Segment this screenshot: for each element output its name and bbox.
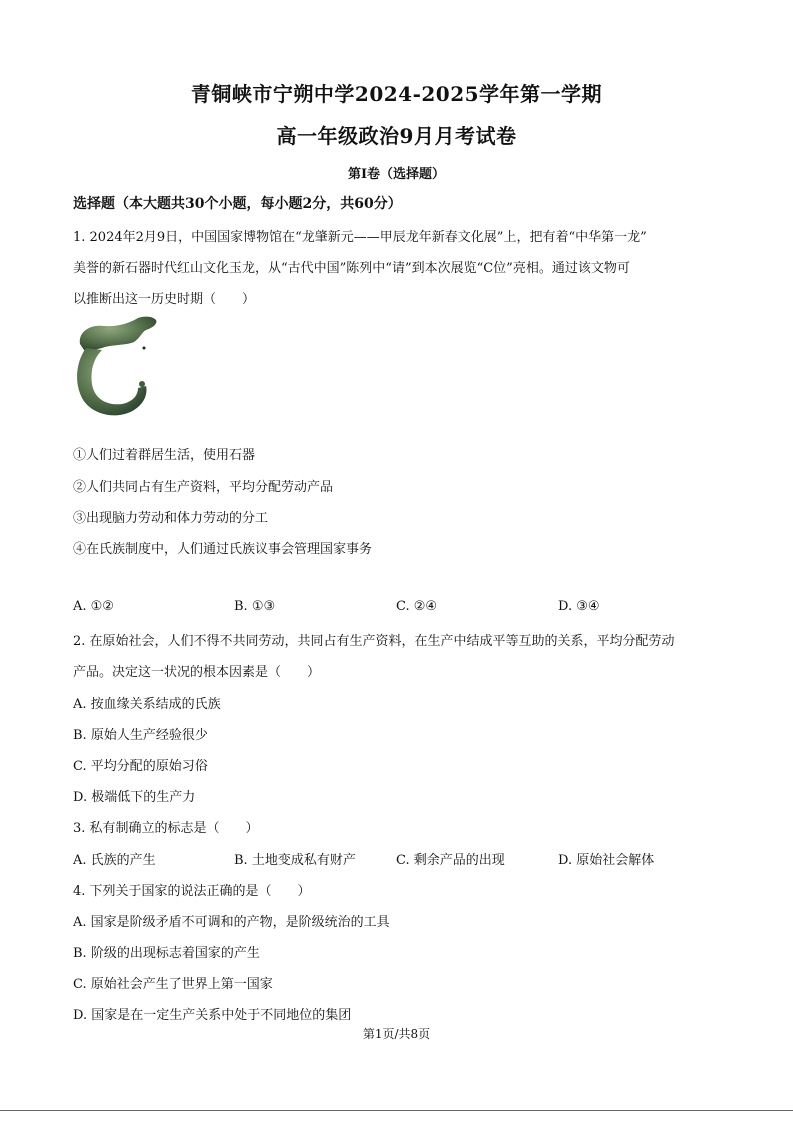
q4-option-a[interactable]: A. 国家是阶级矛盾不可调和的产物，是阶级统治的工具 bbox=[73, 915, 390, 930]
q4-option-c[interactable]: C. 原始社会产生了世界上第一国家 bbox=[73, 977, 273, 992]
q2-option-b[interactable]: B. 原始人生产经验很少 bbox=[73, 728, 208, 743]
q4-option-b[interactable]: B. 阶级的出现标志着国家的产生 bbox=[73, 946, 260, 961]
q1-option-d[interactable]: D. ③④ bbox=[558, 599, 600, 614]
exam-title-line1: 青铜峡市宁朔中学2024-2025学年第一学期 bbox=[190, 82, 603, 106]
bottom-divider bbox=[0, 1110, 793, 1111]
exam-title-line2: 高一年级政治9月月考试卷 bbox=[276, 124, 517, 148]
q1-stem-line3: 以推断出这一历史时期（ ） bbox=[73, 292, 256, 307]
q1-statement-1: ①人们过着群居生活，使用石器 bbox=[73, 448, 256, 463]
q1-option-b[interactable]: B. ①③ bbox=[234, 599, 276, 614]
q1-option-a[interactable]: A. ①② bbox=[73, 599, 114, 614]
q3-option-c[interactable]: C. 剩余产品的出现 bbox=[396, 853, 505, 868]
q1-stem-line1: 1. 2024年2月9日，中国国家博物馆在“龙肇新元——甲辰龙年新春文化展”上，把有着“中华第一龙” bbox=[73, 230, 647, 245]
q3-stem: 3. 私有制确立的标志是（ ） bbox=[73, 821, 259, 836]
q2-stem-line2: 产品。决定这一状况的根本因素是（ ） bbox=[73, 665, 321, 680]
q2-option-a[interactable]: A. 按血缘关系结成的氏族 bbox=[73, 697, 221, 712]
page-number: 第1页/共8页 bbox=[362, 1027, 431, 1041]
section-heading: 选择题（本大题共30个小题，每小题2分，共60分） bbox=[73, 196, 402, 212]
q3-option-a[interactable]: A. 氏族的产生 bbox=[73, 853, 156, 868]
volume-heading: 第I卷（选择题） bbox=[347, 167, 446, 182]
q1-statement-3: ③出现脑力劳动和体力劳动的分工 bbox=[73, 511, 269, 526]
q2-option-d[interactable]: D. 极端低下的生产力 bbox=[73, 790, 196, 805]
q1-statement-2: ②人们共同占有生产资料，平均分配劳动产品 bbox=[73, 480, 334, 495]
q1-option-c[interactable]: C. ②④ bbox=[396, 599, 438, 614]
q4-option-d[interactable]: D. 国家是在一定生产关系中处于不同地位的集团 bbox=[73, 1008, 352, 1023]
q3-option-d[interactable]: D. 原始社会解体 bbox=[558, 853, 655, 868]
q3-option-b[interactable]: B. 土地变成私有财产 bbox=[234, 853, 356, 868]
q1-statement-4: ④在氏族制度中，人们通过氏族议事会管理国家事务 bbox=[73, 542, 373, 557]
jade-dragon-image bbox=[72, 314, 162, 422]
q4-stem: 4. 下列关于国家的说法正确的是（ ） bbox=[73, 884, 311, 899]
q2-option-c[interactable]: C. 平均分配的原始习俗 bbox=[73, 759, 208, 774]
q1-stem-line2: 美誉的新石器时代红山文化玉龙，从“古代中国”陈列中“请”到本次展览“C位”亮相。通过该文物可 bbox=[73, 261, 630, 276]
q2-stem-line1: 2. 在原始社会，人们不得不共同劳动，共同占有生产资料，在生产中结成平等互助的关系，平均分配劳动 bbox=[73, 634, 675, 649]
